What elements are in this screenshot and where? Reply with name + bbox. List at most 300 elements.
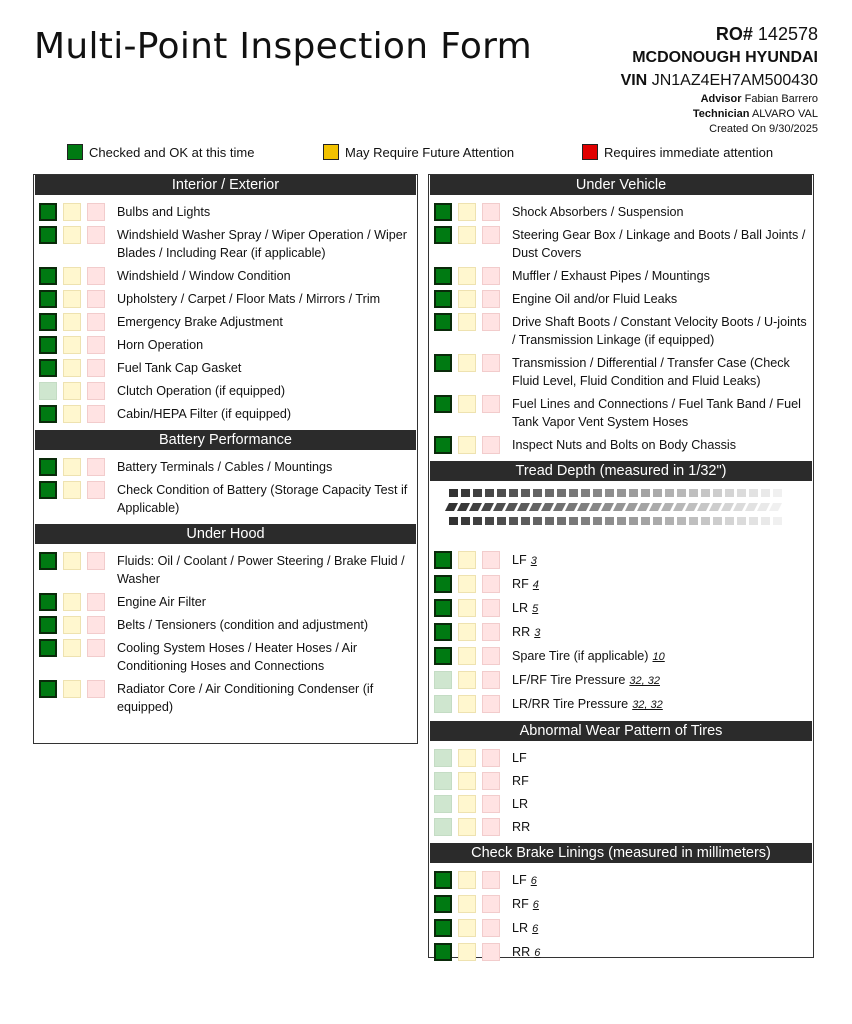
right-panel	[428, 174, 814, 958]
item-label-text: Engine Air Filter	[117, 595, 206, 609]
item-label-text: Check Condition of Battery (Storage Capacity Test if Applicable)	[117, 483, 408, 515]
ok-status-box[interactable]	[39, 481, 57, 499]
ok-status-box[interactable]	[434, 871, 452, 889]
item-label	[117, 267, 417, 285]
future-status-box[interactable]	[63, 313, 81, 331]
immediate-status-box[interactable]	[87, 616, 105, 634]
item-label	[512, 943, 813, 962]
interior-items	[34, 195, 417, 430]
future-status-box[interactable]	[458, 671, 476, 689]
technician-label: Technician	[692, 108, 750, 120]
green-square-icon	[67, 144, 83, 160]
ok-status-box[interactable]	[434, 599, 452, 617]
status-boxes	[39, 639, 111, 657]
immediate-status-box[interactable]	[482, 919, 500, 937]
ok-status-box[interactable]	[434, 226, 452, 244]
tread-block	[517, 503, 530, 511]
tread-block	[749, 489, 758, 497]
ok-status-box[interactable]	[434, 623, 452, 641]
immediate-status-box[interactable]	[87, 593, 105, 611]
inspection-item	[429, 816, 813, 839]
future-status-box[interactable]	[63, 458, 81, 476]
immediate-status-box[interactable]	[482, 895, 500, 913]
tread-block	[709, 503, 722, 511]
future-status-box[interactable]	[458, 943, 476, 961]
future-status-box[interactable]	[63, 593, 81, 611]
item-value: 6	[532, 899, 539, 911]
immediate-status-box[interactable]	[482, 772, 500, 790]
status-boxes	[434, 818, 506, 836]
ok-status-box[interactable]	[39, 313, 57, 331]
inspection-item	[429, 265, 813, 288]
battery-items	[34, 450, 417, 524]
immediate-status-box[interactable]	[482, 818, 500, 836]
status-boxes	[434, 599, 506, 617]
ok-status-box[interactable]	[39, 680, 57, 698]
item-value: 6	[532, 923, 539, 935]
immediate-status-box[interactable]	[482, 943, 500, 961]
future-status-box[interactable]	[458, 203, 476, 221]
item-label-text: Cooling System Hoses / Heater Hoses / Air Conditioning Hoses and Connections	[117, 641, 358, 673]
item-label-text: LF	[512, 873, 527, 887]
status-boxes	[434, 795, 506, 813]
status-boxes	[434, 575, 506, 593]
future-status-box[interactable]	[458, 818, 476, 836]
item-label	[512, 313, 813, 349]
item-value: 32, 32	[632, 699, 663, 711]
item-label-text: Cabin/HEPA Filter (if equipped)	[117, 407, 292, 421]
tread-block	[737, 517, 746, 525]
future-status-box[interactable]	[458, 395, 476, 413]
immediate-status-box[interactable]	[482, 871, 500, 889]
ok-status-box[interactable]	[434, 895, 452, 913]
inspection-item	[34, 224, 417, 265]
brake-lining-items	[429, 863, 813, 969]
tread-block	[749, 517, 758, 525]
tread-block	[469, 503, 482, 511]
future-status-box[interactable]	[458, 871, 476, 889]
item-label-text: Emergency Brake Adjustment	[117, 315, 283, 329]
tread-block	[757, 503, 770, 511]
item-label-text: RF	[512, 577, 529, 591]
future-status-box[interactable]	[458, 290, 476, 308]
item-label	[512, 695, 813, 714]
future-status-box[interactable]	[63, 336, 81, 354]
inspection-item	[429, 597, 813, 621]
ok-status-box[interactable]	[434, 749, 452, 767]
ok-status-box[interactable]	[39, 552, 57, 570]
status-boxes	[434, 943, 506, 961]
item-label-text: RF	[512, 897, 529, 911]
item-label-text: LF/RF Tire Pressure	[512, 673, 626, 687]
item-label-text: Engine Oil and/or Fluid Leaks	[512, 292, 678, 306]
ro-line	[621, 24, 818, 45]
item-label	[512, 226, 813, 262]
vin-number: JN1AZ4EH7AM500430	[651, 72, 818, 89]
inspection-item	[429, 621, 813, 645]
ok-status-box[interactable]	[434, 313, 452, 331]
inspection-item	[429, 941, 813, 965]
tread-block	[541, 503, 554, 511]
ok-status-box[interactable]	[434, 647, 452, 665]
item-label	[512, 267, 813, 285]
tread-block	[497, 489, 506, 497]
tread-block	[485, 517, 494, 525]
tread-block	[773, 489, 782, 497]
item-label	[117, 552, 417, 588]
tread-block	[661, 503, 674, 511]
immediate-status-box[interactable]	[87, 313, 105, 331]
item-label-text: Fluids: Oil / Coolant / Power Steering / Brake Fluid / Washer	[117, 554, 405, 586]
item-label	[512, 818, 813, 836]
ok-status-box[interactable]	[39, 382, 57, 400]
inspection-item	[429, 669, 813, 693]
status-boxes	[39, 203, 111, 221]
immediate-status-box[interactable]	[482, 313, 500, 331]
item-label-text: LR	[512, 797, 529, 811]
tread-block	[641, 489, 650, 497]
future-status-box[interactable]	[458, 599, 476, 617]
inspection-item	[34, 637, 417, 678]
future-status-box[interactable]	[63, 481, 81, 499]
ok-status-box[interactable]	[39, 405, 57, 423]
inspection-item	[34, 334, 417, 357]
status-boxes	[39, 267, 111, 285]
item-label	[117, 226, 417, 262]
item-label-text: LF	[512, 553, 527, 567]
tread-block	[665, 517, 674, 525]
item-label-text: Drive Shaft Boots / Constant Velocity Boots / U-joints / Transmission Linkage (if equipped)	[512, 315, 807, 347]
item-label	[117, 405, 417, 423]
tread-block	[653, 517, 662, 525]
item-label-text: Windshield / Window Condition	[117, 269, 291, 283]
status-boxes	[434, 290, 506, 308]
future-status-box[interactable]	[458, 551, 476, 569]
tread-block	[629, 517, 638, 525]
future-status-box[interactable]	[63, 639, 81, 657]
tread-block	[449, 517, 458, 525]
form-header	[621, 24, 818, 135]
item-value: 6	[530, 875, 537, 887]
future-status-box[interactable]	[63, 290, 81, 308]
immediate-status-box[interactable]	[482, 749, 500, 767]
inspection-item	[429, 311, 813, 352]
item-label-text: Inspect Nuts and Bolts on Body Chassis	[512, 438, 737, 452]
future-status-box[interactable]	[63, 267, 81, 285]
immediate-status-box[interactable]	[87, 382, 105, 400]
red-square-icon	[582, 144, 598, 160]
immediate-status-box[interactable]	[482, 354, 500, 372]
inspection-item	[429, 645, 813, 669]
item-label-text: Bulbs and Lights	[117, 205, 211, 219]
future-status-box[interactable]	[63, 552, 81, 570]
item-value: 3	[534, 627, 541, 639]
item-label-text: Fuel Tank Cap Gasket	[117, 361, 242, 375]
inspection-item	[429, 201, 813, 224]
section-header-tread-depth: Tread Depth (measured in 1/32")	[430, 461, 812, 481]
tread-block	[557, 517, 566, 525]
tread-block	[509, 489, 518, 497]
item-label-text: LR/RR Tire Pressure	[512, 697, 629, 711]
immediate-status-box[interactable]	[482, 267, 500, 285]
immediate-status-box[interactable]	[482, 695, 500, 713]
item-value: 10	[652, 651, 665, 663]
ok-status-box[interactable]	[434, 671, 452, 689]
item-value: 4	[532, 579, 539, 591]
tread-block	[641, 517, 650, 525]
item-label-text: Shock Absorbers / Suspension	[512, 205, 684, 219]
immediate-status-box[interactable]	[482, 551, 500, 569]
future-status-box[interactable]	[458, 575, 476, 593]
tread-block	[713, 489, 722, 497]
inspection-item	[34, 403, 417, 426]
ok-status-box[interactable]	[434, 395, 452, 413]
immediate-status-box[interactable]	[87, 359, 105, 377]
future-status-box[interactable]	[458, 226, 476, 244]
immediate-status-box[interactable]	[87, 639, 105, 657]
item-label-text: Horn Operation	[117, 338, 204, 352]
inspection-item	[34, 357, 417, 380]
ok-status-box[interactable]	[434, 943, 452, 961]
tread-block	[725, 517, 734, 525]
status-boxes	[39, 552, 111, 570]
tread-block	[653, 489, 662, 497]
tread-block	[461, 489, 470, 497]
immediate-status-box[interactable]	[87, 290, 105, 308]
tread-block	[569, 489, 578, 497]
immediate-status-box[interactable]	[87, 226, 105, 244]
future-status-box[interactable]	[458, 354, 476, 372]
tread-block	[533, 489, 542, 497]
ok-status-box[interactable]	[39, 290, 57, 308]
ok-status-box[interactable]	[434, 203, 452, 221]
future-status-box[interactable]	[63, 226, 81, 244]
status-boxes	[39, 405, 111, 423]
legend-future	[323, 144, 514, 160]
immediate-status-box[interactable]	[482, 436, 500, 454]
item-value: 5	[532, 603, 539, 615]
legend-ok-label: Checked and OK at this time	[89, 144, 255, 160]
ok-status-box[interactable]	[434, 795, 452, 813]
inspection-item	[34, 265, 417, 288]
abnormal-wear-items	[429, 741, 813, 843]
status-boxes	[434, 395, 506, 413]
ok-status-box[interactable]	[434, 436, 452, 454]
status-boxes	[39, 226, 111, 244]
status-boxes	[434, 671, 506, 689]
item-label-text: RR	[512, 820, 531, 834]
inspection-item	[429, 393, 813, 434]
status-boxes	[434, 895, 506, 913]
future-status-box[interactable]	[63, 616, 81, 634]
ok-status-box[interactable]	[434, 919, 452, 937]
future-status-box[interactable]	[458, 749, 476, 767]
immediate-status-box[interactable]	[87, 336, 105, 354]
ok-status-box[interactable]	[434, 354, 452, 372]
immediate-status-box[interactable]	[87, 405, 105, 423]
tread-block	[613, 503, 626, 511]
tire-tread-icon	[429, 481, 815, 543]
tread-block	[677, 517, 686, 525]
item-label	[512, 551, 813, 570]
inspection-item	[34, 380, 417, 403]
tread-block	[649, 503, 662, 511]
item-label-text: Muffler / Exhaust Pipes / Mountings	[512, 269, 710, 283]
legend-future-label: May Require Future Attention	[345, 144, 515, 160]
future-status-box[interactable]	[63, 359, 81, 377]
tread-block	[637, 503, 650, 511]
future-status-box[interactable]	[458, 695, 476, 713]
immediate-status-box[interactable]	[482, 575, 500, 593]
ro-label: RO#	[715, 24, 753, 44]
ok-status-box[interactable]	[434, 267, 452, 285]
future-status-box[interactable]	[458, 895, 476, 913]
item-label-text: Belts / Tensioners (condition and adjustment)	[117, 618, 369, 632]
ok-status-box[interactable]	[39, 203, 57, 221]
immediate-status-box[interactable]	[87, 552, 105, 570]
status-boxes	[434, 749, 506, 767]
ok-status-box[interactable]	[39, 226, 57, 244]
status-boxes	[434, 772, 506, 790]
immediate-status-box[interactable]	[87, 458, 105, 476]
ok-status-box[interactable]	[39, 616, 57, 634]
future-status-box[interactable]	[458, 647, 476, 665]
tread-block	[581, 489, 590, 497]
tread-block	[625, 503, 638, 511]
future-status-box[interactable]	[63, 405, 81, 423]
ok-status-box[interactable]	[39, 458, 57, 476]
future-status-box[interactable]	[458, 772, 476, 790]
immediate-status-box[interactable]	[482, 395, 500, 413]
inspection-item	[429, 893, 813, 917]
ok-status-box[interactable]	[39, 593, 57, 611]
ok-status-box[interactable]	[434, 818, 452, 836]
item-value: 3	[530, 555, 537, 567]
tread-block	[701, 517, 710, 525]
immediate-status-box[interactable]	[87, 680, 105, 698]
inspection-item	[34, 614, 417, 637]
immediate-status-box[interactable]	[87, 203, 105, 221]
ok-status-box[interactable]	[434, 772, 452, 790]
tread-block	[481, 503, 494, 511]
immediate-status-box[interactable]	[87, 267, 105, 285]
immediate-status-box[interactable]	[482, 623, 500, 641]
ok-status-box[interactable]	[434, 695, 452, 713]
item-value: 6	[534, 947, 541, 959]
tread-block	[773, 517, 782, 525]
immediate-status-box[interactable]	[482, 671, 500, 689]
dealer-name: MCDONOUGH HYUNDAI	[632, 49, 818, 66]
legend-immediate-label: Requires immediate attention	[604, 144, 774, 160]
item-label-text: RR	[512, 945, 531, 959]
future-status-box[interactable]	[458, 267, 476, 285]
inspection-item	[429, 869, 813, 893]
tread-block	[745, 503, 758, 511]
immediate-status-box[interactable]	[482, 795, 500, 813]
future-status-box[interactable]	[458, 313, 476, 331]
future-status-box[interactable]	[458, 623, 476, 641]
ok-status-box[interactable]	[434, 290, 452, 308]
immediate-status-box[interactable]	[482, 226, 500, 244]
future-status-box[interactable]	[458, 919, 476, 937]
tread-block	[565, 503, 578, 511]
ok-status-box[interactable]	[434, 575, 452, 593]
future-status-box[interactable]	[63, 382, 81, 400]
tread-block	[769, 503, 782, 511]
tread-block	[701, 489, 710, 497]
immediate-status-box[interactable]	[482, 647, 500, 665]
tread-block	[521, 489, 530, 497]
inspection-item	[34, 550, 417, 591]
future-status-box[interactable]	[63, 680, 81, 698]
item-label	[117, 313, 417, 331]
inspection-item	[34, 456, 417, 479]
tread-block	[449, 489, 458, 497]
ok-status-box[interactable]	[39, 639, 57, 657]
immediate-status-box[interactable]	[482, 599, 500, 617]
immediate-status-box[interactable]	[482, 290, 500, 308]
tread-block	[629, 489, 638, 497]
form-title: Multi-Point Inspection Form	[34, 26, 532, 67]
left-panel	[33, 174, 418, 744]
immediate-status-box[interactable]	[87, 481, 105, 499]
ok-status-box[interactable]	[39, 336, 57, 354]
tread-block	[673, 503, 686, 511]
item-label	[117, 458, 417, 476]
tread-block	[689, 517, 698, 525]
inspection-item	[429, 352, 813, 393]
tread-block	[685, 503, 698, 511]
item-value: 32, 32	[629, 675, 660, 687]
item-label	[512, 647, 813, 666]
section-header-under-hood: Under Hood	[35, 524, 416, 544]
tread-block	[677, 489, 686, 497]
tread-block	[473, 517, 482, 525]
tread-block	[593, 489, 602, 497]
tread-block	[605, 517, 614, 525]
item-label-text: Upholstery / Carpet / Floor Mats / Mirrors / Trim	[117, 292, 381, 306]
section-header-under-vehicle: Under Vehicle	[430, 175, 812, 195]
item-label-text: LR	[512, 921, 529, 935]
status-boxes	[434, 354, 506, 372]
inspection-item	[429, 693, 813, 717]
item-label	[512, 354, 813, 390]
tread-block	[605, 489, 614, 497]
ok-status-box[interactable]	[39, 267, 57, 285]
inspection-item	[34, 288, 417, 311]
vin-line	[621, 72, 818, 90]
future-status-box[interactable]	[63, 203, 81, 221]
inspection-item	[34, 678, 417, 719]
tread-block	[617, 517, 626, 525]
ok-status-box[interactable]	[434, 551, 452, 569]
item-label-text: RR	[512, 625, 531, 639]
status-boxes	[39, 481, 111, 499]
status-boxes	[39, 290, 111, 308]
item-label	[512, 795, 813, 813]
section-header-battery: Battery Performance	[35, 430, 416, 450]
status-boxes	[434, 226, 506, 244]
future-status-box[interactable]	[458, 436, 476, 454]
ok-status-box[interactable]	[39, 359, 57, 377]
created-date: Created On 9/30/2025	[709, 123, 818, 135]
tread-block	[577, 503, 590, 511]
future-status-box[interactable]	[458, 795, 476, 813]
status-boxes	[434, 436, 506, 454]
immediate-status-box[interactable]	[482, 203, 500, 221]
tread-block	[521, 517, 530, 525]
item-label	[512, 575, 813, 594]
